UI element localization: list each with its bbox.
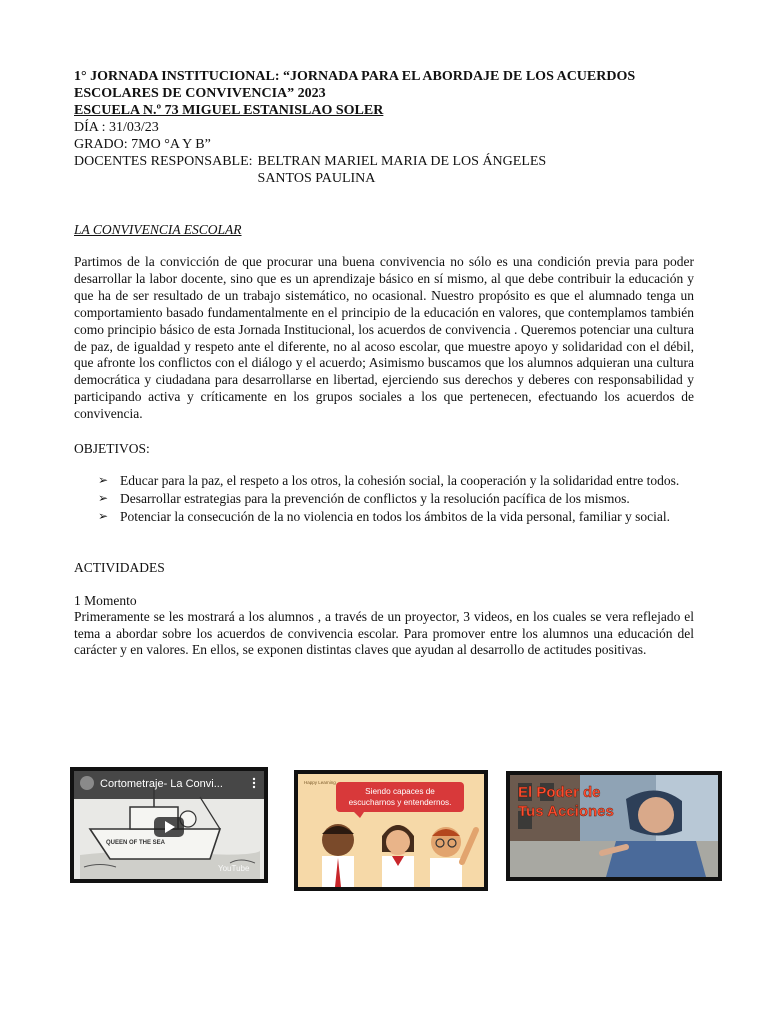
more-options-icon[interactable] bbox=[253, 778, 255, 788]
objectives-title: OBJETIVOS: bbox=[74, 441, 150, 457]
document-header bbox=[74, 68, 694, 187]
moment-paragraph: Primeramente se les mostrará a los alumnos , a través de un proyector, 3 videos, en los cuales se vera reflejado el tema a abordar sobre los acuerdos de convivencia escolar. Para promover entre los alumnos una educación del carácter y en valores. En ellos, se exponen distintas claves que ayudan al desarrollo de actitudes positivas. bbox=[74, 608, 694, 658]
school-name: ESCUELA N.º 73 MIGUEL ESTANISLAO SOLER bbox=[74, 103, 384, 118]
caption-line-2: escucharnos y entendernos. bbox=[348, 798, 452, 807]
video-title: Cortometraje- La Convi... bbox=[100, 778, 223, 790]
event-title: 1° JORNADA INSTITUCIONAL: “JORNADA PARA EL ABORDAJE DE LOS ACUERDOS ESCOLARES DE CONVIVENCIA” 2023 bbox=[74, 69, 636, 101]
boat-label: QUEEN OF THE SEA bbox=[106, 840, 166, 846]
video-title-line-1: El Poder de bbox=[518, 784, 601, 801]
document-page bbox=[74, 68, 694, 659]
animated-scene-illustration bbox=[506, 771, 722, 881]
intro-paragraph: Partimos de la convicción de que procurar una buena convivencia no sólo es una condición previa para poder desarrollar la labor docente, sino que es un aprendizaje básico en sí mismo, al que debe contribuir la educación y que ha de ser resultado de un trabajo sistemático, no ocasional. Nuestro propósito es que el alumnado tenga un comportamiento basado fundamentalmente en el principio de la educación en valores, que contemplamos también como principio básico de esta Jornada Institucional, los acuerdos de convivencia . Queremos potenciar una cultura de paz, de igualdad y respeto ante el diferente, no al acoso escolar, que muestre apoyo y solidaridad con el débil, que afronte los conflictos con el diálogo y el acuerdo; Asimismo buscamos que los alumnos adquieran una cultura democrática y ciudadana para desarrollarse en libertad, ejerciendo sus derechos y deberes con responsabilidad y participando activa y críticamente en los grupos sociales a los que pertenecen, efectuando los acuerdos de convivencia. bbox=[74, 254, 694, 422]
objectives-list bbox=[74, 472, 694, 526]
teachers-row bbox=[74, 153, 694, 187]
arrow-bullet-icon: ➢ bbox=[98, 491, 109, 506]
teacher-name: BELTRAN MARIEL MARIA DE LOS ÁNGELES bbox=[257, 154, 547, 169]
cartoon-boat-illustration bbox=[70, 767, 268, 883]
caption-line-1: Siendo capaces de bbox=[365, 787, 435, 796]
teachers-label: DOCENTES RESPONSABLE: bbox=[74, 154, 253, 169]
play-button-icon[interactable] bbox=[154, 817, 184, 837]
objective-text: Desarrollar estrategias para la prevención de conflictos y la resolución pacífica de los mismos. bbox=[120, 491, 630, 507]
teacher-name: SANTOS PAULINA bbox=[257, 171, 376, 186]
video-thumbnail-cortometraje[interactable] bbox=[70, 767, 268, 883]
teachers-list bbox=[258, 153, 547, 187]
list-item bbox=[74, 472, 694, 489]
grade-line: GRADO: 7MO °A Y B” bbox=[74, 137, 211, 152]
youtube-watermark: YouTube bbox=[218, 864, 250, 873]
objective-text: Potenciar la consecución de la no violencia en todos los ámbitos de la vida personal, familiar y social. bbox=[120, 509, 670, 525]
video-thumbnail-poder-acciones[interactable] bbox=[506, 771, 722, 881]
arrow-bullet-icon: ➢ bbox=[98, 473, 109, 488]
video-thumbnail-escucharnos[interactable] bbox=[294, 770, 488, 891]
section-title: LA CONVIVENCIA ESCOLAR bbox=[74, 222, 242, 237]
date-line: DÍA : 31/03/23 bbox=[74, 120, 159, 135]
objective-text: Educar para la paz, el respeto a los otros, la cohesión social, la cooperación y la solidaridad entre todos. bbox=[120, 473, 680, 489]
list-item bbox=[74, 490, 694, 507]
list-item bbox=[74, 508, 694, 525]
video-title-line-2: Tus Acciones bbox=[518, 803, 614, 820]
moment-title: 1 Momento bbox=[74, 592, 137, 608]
brand-label: Happy Learning bbox=[304, 780, 336, 785]
arrow-bullet-icon: ➢ bbox=[98, 509, 109, 524]
cartoon-children-illustration bbox=[294, 770, 488, 891]
activities-title: ACTIVIDADES bbox=[74, 559, 165, 575]
